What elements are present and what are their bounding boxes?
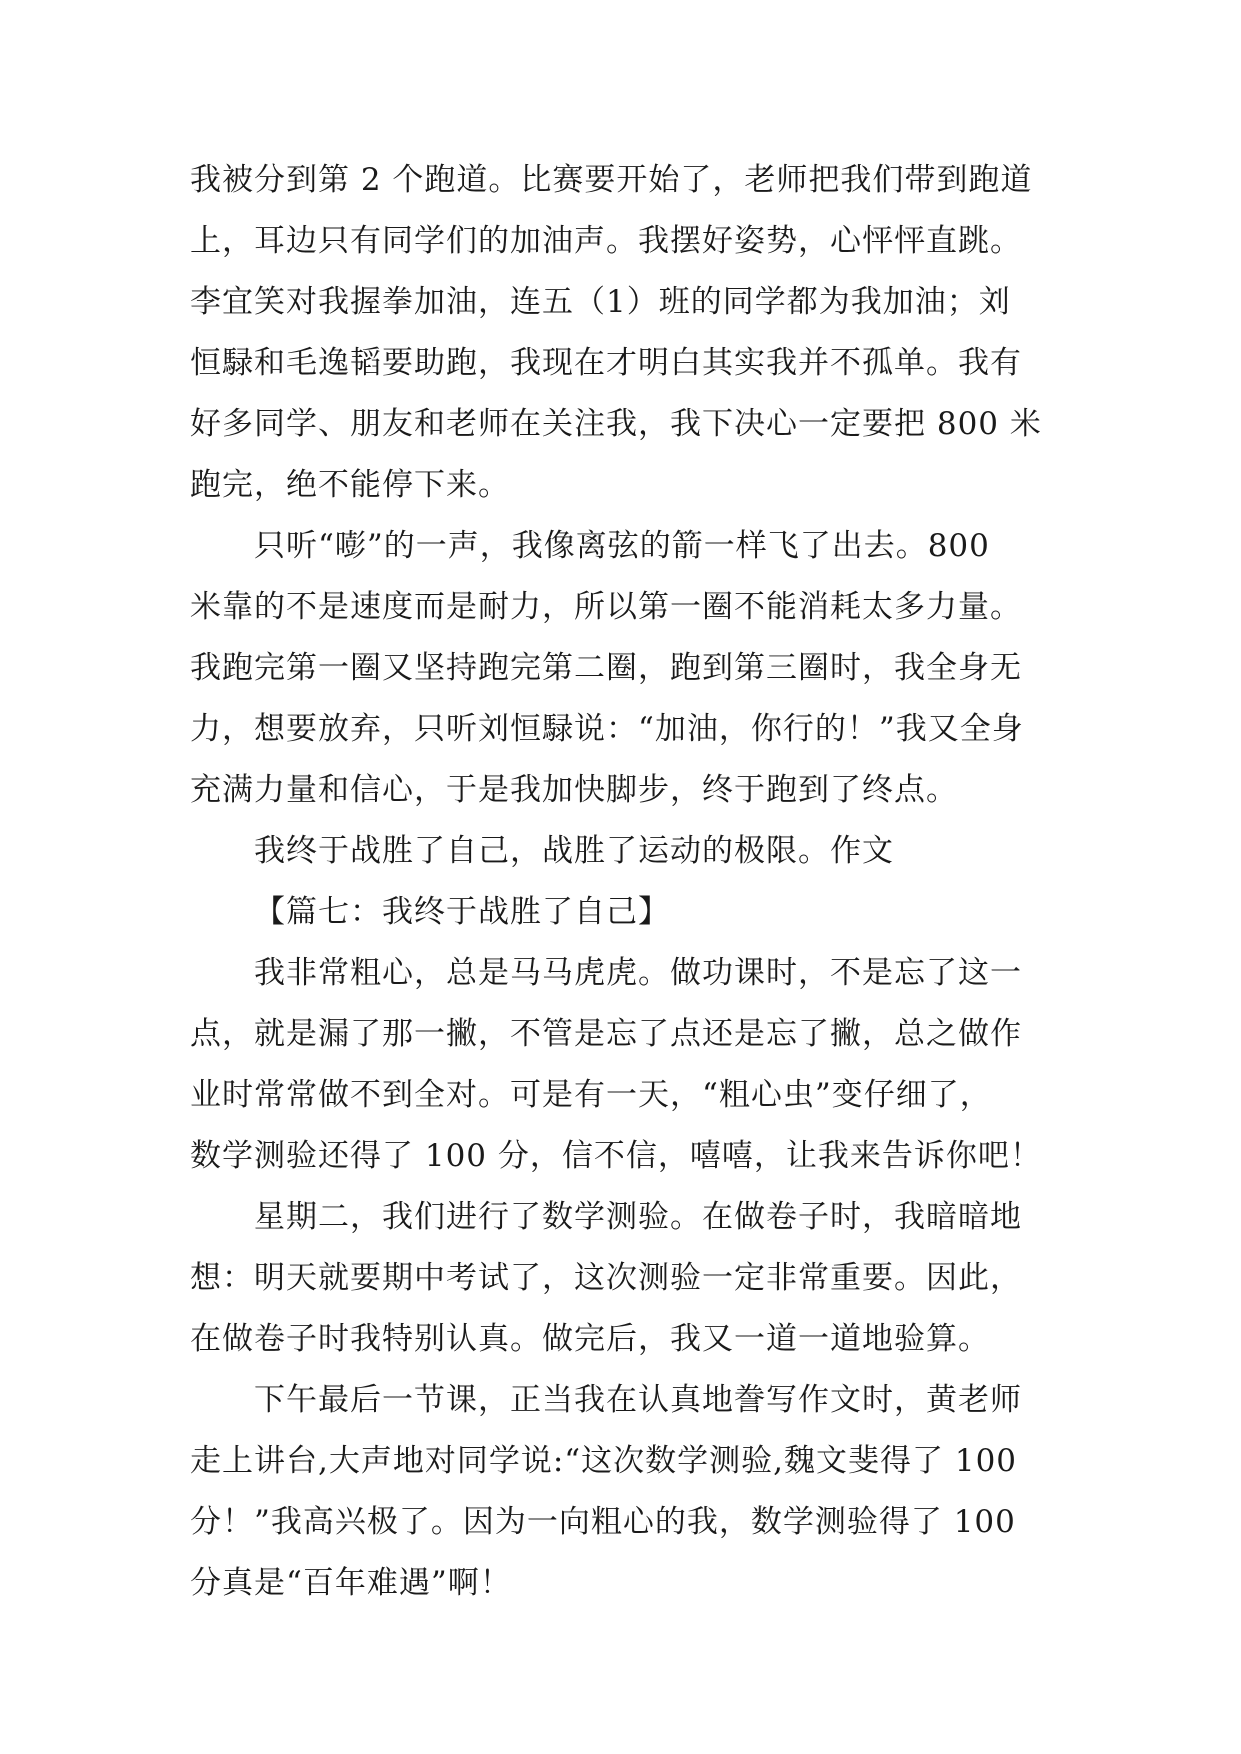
text-line: 数学测验还得了 100 分，信不信，嘻嘻，让我来告诉你吧！ <box>190 1138 1042 1174</box>
text-line: 走上讲台,大声地对同学说:“这次数学测验,魏文斐得了 100 <box>190 1443 1018 1479</box>
text-line: 力，想要放弃，只听刘恒騄说：“加油，你行的！”我又全身 <box>190 711 1024 747</box>
text-line: 分真是“百年难遇”啊！ <box>190 1565 512 1601</box>
text-line: 我被分到第 2 个跑道。比赛要开始了，老师把我们带到跑道 <box>190 162 1033 198</box>
text-line: 我终于战胜了自己，战胜了运动的极限。作文 <box>254 833 894 869</box>
text-line: 充满力量和信心，于是我加快脚步，终于跑到了终点。 <box>190 772 958 808</box>
text-line: 星期二，我们进行了数学测验。在做卷子时，我暗暗地 <box>254 1199 1022 1235</box>
text-line: 恒騄和毛逸韬要助跑，我现在才明白其实我并不孤单。我有 <box>190 345 1022 381</box>
text-line: 点，就是漏了那一撇，不管是忘了点还是忘了撇，总之做作 <box>190 1016 1022 1052</box>
text-line: 下午最后一节课，正当我在认真地誊写作文时，黄老师 <box>254 1382 1022 1418</box>
section-heading: 【篇七：我终于战胜了自己】 <box>254 894 670 930</box>
document-body <box>190 150 1050 1614</box>
text-line: 在做卷子时我特别认真。做完后，我又一道一道地验算。 <box>190 1321 990 1357</box>
text-line: 上，耳边只有同学们的加油声。我摆好姿势，心怦怦直跳。 <box>190 223 1022 259</box>
text-line: 分！”我高兴极了。因为一向粗心的我，数学测验得了 100 <box>190 1504 1016 1540</box>
text-line: 李宜笑对我握拳加油，连五（1）班的同学都为我加油；刘 <box>190 284 1011 320</box>
text-line: 米靠的不是速度而是耐力，所以第一圈不能消耗太多力量。 <box>190 589 1022 625</box>
text-line: 好多同学、朋友和老师在关注我，我下决心一定要把 800 米 <box>190 406 1042 442</box>
text-line: 跑完，绝不能停下来。 <box>190 467 510 503</box>
text-line: 我非常粗心，总是马马虎虎。做功课时，不是忘了这一 <box>254 955 1022 991</box>
text-line: 想：明天就要期中考试了，这次测验一定非常重要。因此， <box>190 1260 1022 1296</box>
text-line: 我跑完第一圈又坚持跑完第二圈，跑到第三圈时，我全身无 <box>190 650 1022 686</box>
text-line: 只听“嘭”的一声，我像离弦的箭一样飞了出去。800 <box>254 528 990 564</box>
text-line: 业时常常做不到全对。可是有一天，“粗心虫”变仔细了， <box>190 1077 992 1113</box>
